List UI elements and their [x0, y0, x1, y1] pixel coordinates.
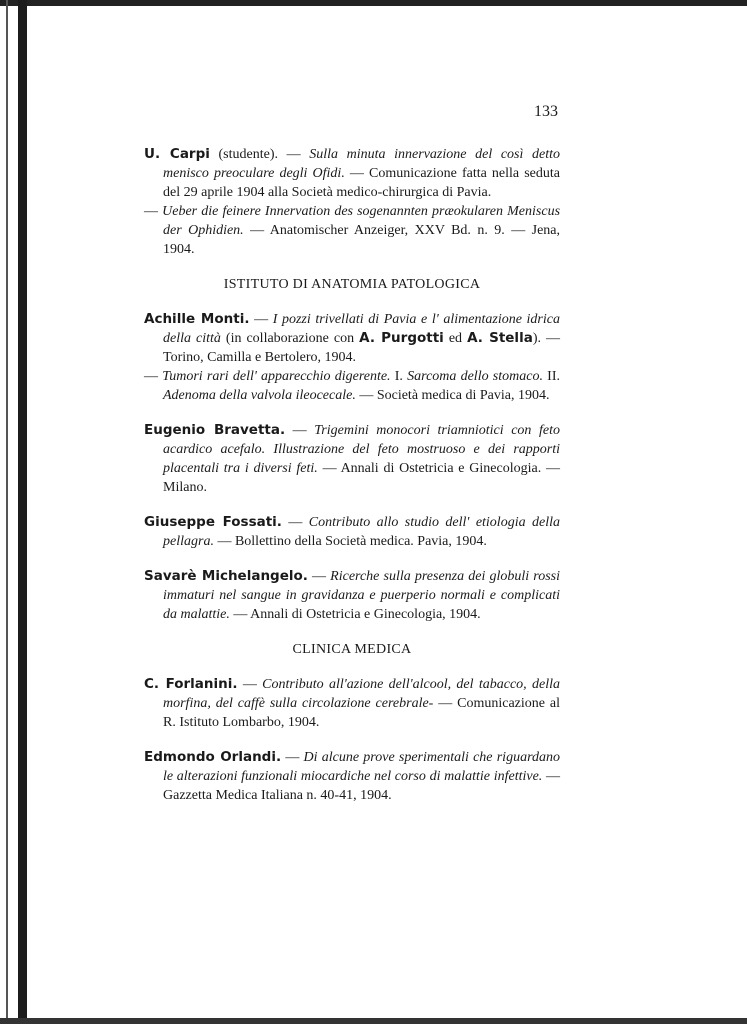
scan-edge-thin [6, 0, 8, 1024]
work-title: Contributo all'azione dell'alcool, del tabacco, della morfina, del caffè sulla circolazione cerebrale- [163, 677, 560, 711]
entry-fossati: Giuseppe Fossati. — Contributo allo studio dell' etiologia della pellagra. — Bollettino della Società medica. Pavia, 1904. [144, 514, 560, 549]
work-title: Sulla minuta innervazione del così detto menisco preoculare degli Ofidi. [163, 147, 561, 181]
work-title: Ueber die feinere Innervation des sogenannten præokularen Meniscus der Ophidien. [162, 204, 561, 238]
entry-monti-2: — Tumori rari dell' apparecchio digerente. I. Sarcoma dello stomaco. II. Adenoma della valvola ileocecale. — Società medica di Pavia, 1904. [144, 369, 560, 403]
author-name: Achille Monti. [144, 311, 250, 327]
entry-bravetta: Eugenio Bravetta. — Trigemini monocori triamniotici con feto acardico acefalo. Illustrazione del feto mostruoso e dei rapporti placentali tra i diversi feti. — Annali di Ostetricia e Ginecologia. — Milano. [144, 422, 561, 495]
work-title: I pozzi trivellati di Pavia e l' alimentazione idrica della città [163, 312, 560, 346]
work-title: Trigemini monocori triamniotici con feto acardico acefalo. Illustrazione del feto mostruoso e dei rapporti placentali tra i diversi feti. [163, 423, 561, 476]
page-top-border [0, 0, 747, 6]
entry-carpi: U. Carpi (studente). — Sulla minuta innervazione del così detto menisco preoculare degli Ofidi. — Comunicazione fatta nella seduta del 29 aprile 1904 alla Società medico-chirurgica di Pavia. [144, 146, 561, 200]
coauthor-name: A. Purgotti [359, 330, 444, 346]
author-name: U. Carpi [144, 146, 210, 162]
entry-monti: Achille Monti. — I pozzi trivellati di Pavia e l' alimentazione idrica della città (in collaborazione con A. Purgotti ed A. Stella). — Torino, Camilla e Bertolero, 1904. [144, 311, 560, 365]
entry-savare: Savarè Michelangelo. — Ricerche sulla presenza dei globuli rossi immaturi nel sangue in gravidanza e puerperio normali e complicati da malattie. — Annali di Ostetricia e Ginecologia, 1904. [144, 568, 560, 622]
page-number: 133 [534, 103, 558, 120]
coauthor-name: A. Stella [467, 330, 533, 346]
section-heading-anatomia: ISTITUTO DI ANATOMIA PATOLOGICA [223, 277, 481, 292]
author-name: Giuseppe Fossati. [144, 514, 282, 530]
scan-binding-edge [18, 0, 27, 1024]
author-name: Edmondo Orlandi. [144, 749, 282, 765]
entry-forlanini: C. Forlanini. — Contributo all'azione dell'alcool, del tabacco, della morfina, del caffè sulla circolazione cerebrale- — Comunicazione al R. Istituto Lombarbo, 1904. [144, 676, 560, 730]
work-title: Ricerche sulla presenza dei globuli rossi immaturi nel sangue in gravidanza e puerperio normali e complicati da malattie. [163, 569, 560, 622]
page-bottom-border [0, 1018, 747, 1024]
work-title: Contributo allo studio dell' etiologia della pellagra. [163, 515, 560, 549]
author-name: Eugenio Bravetta. [144, 422, 286, 438]
entry-orlandi: Edmondo Orlandi. — Di alcune prove sperimentali che riguardano le alterazioni funzionali miocardiche nel corso di malattie infettive. — Gazzetta Medica Italiana n. 40-41, 1904. [144, 749, 560, 803]
entry-carpi-2: — Ueber die feinere Innervation des sogenannten præokularen Meniscus der Ophidien. — Anatomischer Anzeiger, XXV Bd. n. 9. — Jena, 1904. [144, 204, 561, 257]
author-name: C. Forlanini. [144, 676, 238, 692]
work-title: Tumori rari dell' apparecchio digerente. [162, 369, 391, 384]
bibliography-body [144, 145, 560, 805]
section-heading-clinica: CLINICA MEDICA [292, 642, 412, 657]
author-name: Savarè Michelangelo. [144, 568, 308, 584]
work-title: Di alcune prove sperimentali che riguardano le alterazioni funzionali miocardiche nel corso di malattie infettive. [163, 750, 560, 784]
